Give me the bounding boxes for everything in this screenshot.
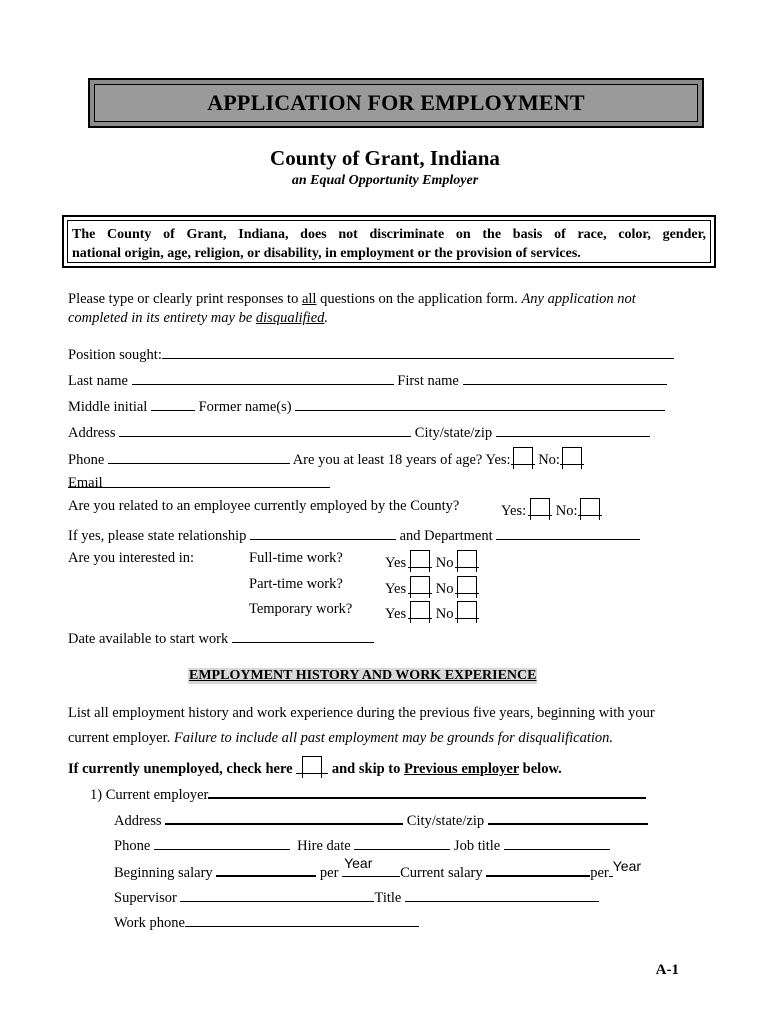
per-field-1[interactable] <box>342 855 400 877</box>
middle-former-row <box>68 395 665 416</box>
related-row <box>68 498 459 515</box>
current-salary-label: Current salary <box>400 865 483 881</box>
notice-line-2: national origin, age, religion, or disability, in employment or the provision of services. <box>72 246 581 261</box>
part-time-yes-checkbox[interactable] <box>410 576 430 598</box>
address-row <box>68 421 650 442</box>
middle-initial-field[interactable] <box>151 395 195 411</box>
employer-phone-row <box>114 834 610 855</box>
age-question-label: Are you at least 18 years of age? <box>292 452 483 468</box>
middle-initial-label: Middle initial <box>68 399 148 415</box>
full-time-no-label: No <box>435 555 454 571</box>
temporary-yes-checkbox[interactable] <box>410 601 430 623</box>
full-time-yes-checkbox[interactable] <box>410 550 430 572</box>
age-yes-checkbox-wrap <box>511 447 535 465</box>
employment-intro-plain: current employer. <box>68 730 174 746</box>
employer-phone-label: Phone <box>114 838 151 854</box>
unemployed-checkbox-wrap <box>296 756 328 774</box>
per-value-1: Year <box>344 855 373 871</box>
part-time-yes-label: Yes <box>385 581 407 597</box>
interested-in-label: Are you interested in: <box>68 550 195 566</box>
address-label: Address <box>68 425 116 441</box>
employer-phone-field[interactable] <box>154 834 290 850</box>
age-yes-label: Yes: <box>485 452 511 468</box>
hire-date-label: Hire date <box>297 838 351 854</box>
related-options <box>501 498 602 520</box>
name-row <box>68 369 667 390</box>
instructions-line-1 <box>68 291 636 308</box>
last-name-field[interactable] <box>132 369 394 385</box>
current-salary-field[interactable] <box>486 860 590 877</box>
city-state-zip-field[interactable] <box>496 421 650 437</box>
date-available-label: Date available to start work <box>68 631 229 647</box>
employer-address-field[interactable] <box>165 808 403 825</box>
full-time-yes-label: Yes <box>385 555 407 571</box>
unemployed-checkbox[interactable] <box>302 756 322 778</box>
county-name: County of Grant, Indiana <box>270 146 500 170</box>
part-time-no-checkbox[interactable] <box>457 576 477 598</box>
instructions-line-2 <box>68 310 328 327</box>
employer-address-label: Address <box>114 813 162 829</box>
phone-label: Phone <box>68 452 105 468</box>
beginning-salary-field[interactable] <box>216 860 316 877</box>
date-available-row <box>68 627 374 648</box>
position-sought-label: Position sought: <box>68 347 162 363</box>
employment-intro-2 <box>68 730 613 747</box>
related-no-label: No: <box>555 503 578 519</box>
equal-opportunity-tagline: an Equal Opportunity Employer <box>291 173 479 188</box>
relationship-label: If yes, please state relationship <box>68 528 247 544</box>
current-employer-field[interactable] <box>208 782 646 799</box>
instructions-period: . <box>324 310 329 326</box>
related-question-label: Are you related to an employee currently employed by the County? <box>68 498 460 514</box>
job-title-label: Job title <box>453 838 501 854</box>
page-number: A-1 <box>655 962 679 978</box>
related-yes-checkbox[interactable] <box>530 498 550 520</box>
instructions-text: Please type or clearly print responses to <box>68 291 302 307</box>
unemployed-row <box>68 756 562 778</box>
related-no-checkbox-wrap <box>578 498 602 516</box>
notice-line-1: The County of Grant, Indiana, does not discriminate on the basis of race, color, gender, <box>72 227 706 242</box>
department-label: and Department <box>399 528 493 544</box>
full-time-no-checkbox[interactable] <box>457 550 477 572</box>
salary-row <box>114 855 642 882</box>
part-time-yes-wrap <box>408 576 432 594</box>
skip-label: and skip to <box>331 761 404 777</box>
instructions-warning-2: completed in its entirety may be <box>68 310 256 326</box>
job-title-field[interactable] <box>504 834 610 850</box>
part-time-no-label: No <box>435 581 454 597</box>
full-time-no-wrap <box>455 550 479 568</box>
beginning-salary-label: Beginning salary <box>114 865 213 881</box>
previous-employer-link: Previous employer <box>404 761 520 777</box>
department-field[interactable] <box>496 524 640 540</box>
employment-section-title: EMPLOYMENT HISTORY AND WORK EXPERIENCE <box>189 668 537 683</box>
non-discrimination-notice <box>62 215 716 268</box>
first-name-field[interactable] <box>463 369 667 385</box>
current-employer-label: 1) Current employer <box>90 787 209 803</box>
instructions-disqualified: disqualified <box>255 310 325 326</box>
full-time-yes-wrap <box>408 550 432 568</box>
full-time-options <box>385 550 479 572</box>
supervisor-field[interactable] <box>180 886 374 902</box>
below-label: below. <box>519 761 562 777</box>
title-banner <box>88 78 704 128</box>
per-label-2: per <box>590 865 609 881</box>
work-phone-field[interactable] <box>185 911 419 927</box>
employment-intro-warning: Failure to include all past employment may be grounds for disqualification. <box>173 730 614 746</box>
employer-city-state-zip-field[interactable] <box>488 808 648 825</box>
first-name-label: First name <box>397 373 459 389</box>
age-no-label: No: <box>538 452 560 468</box>
full-time-label: Full-time work? <box>249 550 343 566</box>
title-label: Title <box>374 890 402 906</box>
related-yes-checkbox-wrap <box>528 498 552 516</box>
instructions-warning: Any application not <box>521 291 636 307</box>
per-value-2: Year <box>612 858 642 874</box>
work-phone-row <box>114 911 419 932</box>
last-name-label: Last name <box>68 373 128 389</box>
instructions-all: all <box>301 291 317 307</box>
former-names-field[interactable] <box>295 395 665 411</box>
part-time-label: Part-time work? <box>249 576 343 592</box>
related-yes-label: Yes: <box>501 503 527 519</box>
age-no-checkbox[interactable] <box>562 447 582 469</box>
employer-address-row <box>114 808 648 830</box>
former-names-label: Former name(s) <box>198 399 292 415</box>
temporary-no-label: No <box>435 606 454 622</box>
email-field[interactable] <box>68 472 330 488</box>
current-employer-row <box>90 782 646 804</box>
city-state-zip-label: City/state/zip <box>414 425 493 441</box>
email-label: Email <box>68 475 103 491</box>
position-sought-row <box>68 343 674 364</box>
notice-text <box>67 220 711 263</box>
phone-age-row <box>68 447 584 469</box>
hire-date-field[interactable] <box>354 834 450 850</box>
temporary-label: Temporary work? <box>249 601 353 617</box>
temporary-no-wrap <box>455 601 479 619</box>
relationship-field[interactable] <box>250 524 396 540</box>
date-available-field[interactable] <box>232 627 374 643</box>
work-phone-label: Work phone <box>114 915 185 931</box>
per-label-1: per <box>319 865 339 881</box>
position-sought-field[interactable] <box>162 343 674 359</box>
temporary-yes-wrap <box>408 601 432 619</box>
unemployed-label: If currently unemployed, check here <box>68 761 293 777</box>
address-field[interactable] <box>119 421 411 437</box>
title-banner-inner <box>94 84 698 122</box>
supervisor-label: Supervisor <box>114 890 177 906</box>
phone-field[interactable] <box>108 448 290 464</box>
related-no-checkbox[interactable] <box>580 498 600 520</box>
supervisor-row <box>114 886 599 907</box>
part-time-no-wrap <box>455 576 479 594</box>
instructions-text-2: questions on the application form. <box>316 291 522 307</box>
relationship-row <box>68 524 640 545</box>
age-no-checkbox-wrap <box>560 447 584 465</box>
employer-city-state-zip-label: City/state/zip <box>406 813 485 829</box>
email-field-wrap <box>68 472 330 493</box>
employment-intro-1: List all employment history and work experience during the previous five years, beginning with your <box>68 705 655 721</box>
temporary-no-checkbox[interactable] <box>457 601 477 623</box>
temporary-yes-label: Yes <box>385 606 407 622</box>
age-yes-checkbox[interactable] <box>513 447 533 469</box>
form-title: APPLICATION FOR EMPLOYMENT <box>207 90 585 115</box>
title-field[interactable] <box>405 886 599 902</box>
part-time-options <box>385 576 479 598</box>
temporary-options <box>385 601 479 623</box>
